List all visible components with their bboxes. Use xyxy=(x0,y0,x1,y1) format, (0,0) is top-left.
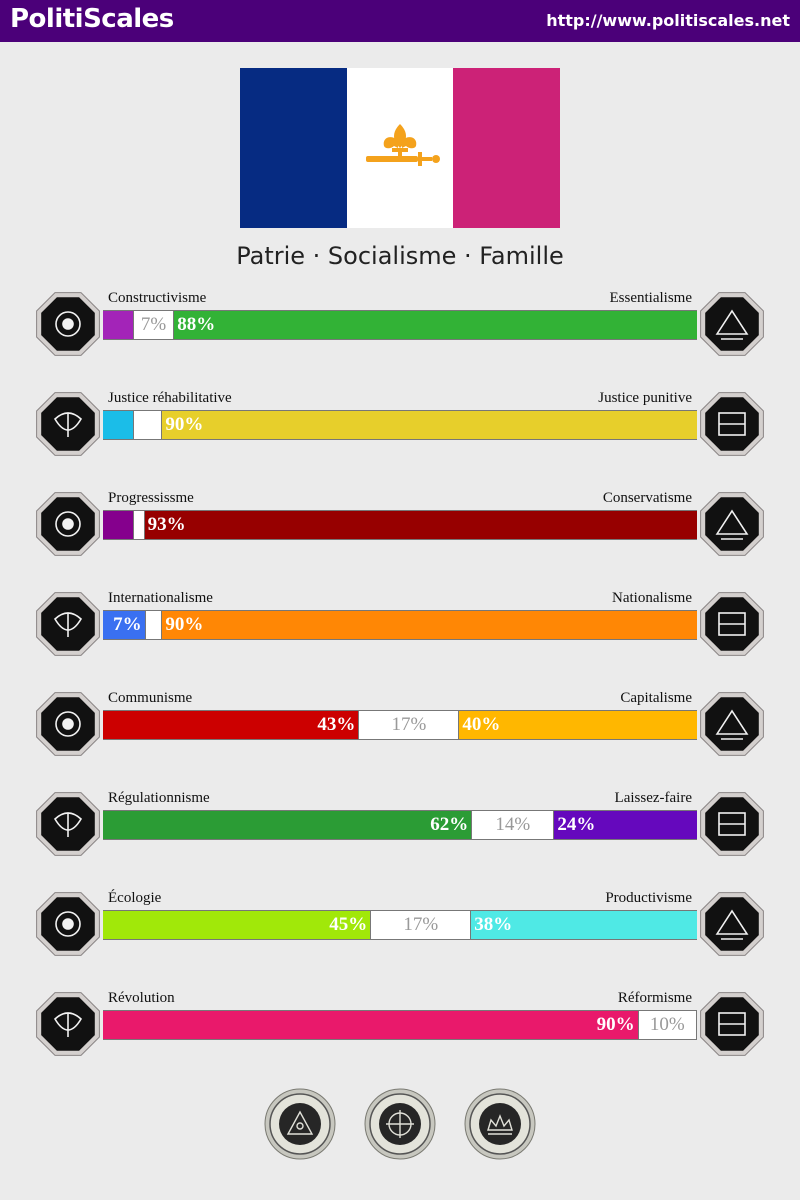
globe-icon xyxy=(33,589,103,659)
pyramid-eye-badge-icon xyxy=(264,1088,336,1160)
axis-right-label: Nationalisme xyxy=(612,590,692,606)
axis-row xyxy=(0,289,800,369)
axis-row xyxy=(0,589,800,669)
ideology-motto: Patrie · Socialisme · Famille xyxy=(236,242,564,270)
axis-right-label: Laissez-faire xyxy=(614,790,692,806)
right-score-segment: 93% xyxy=(145,511,697,539)
left-score-segment xyxy=(103,411,133,439)
axis-right-label: Essentialisme xyxy=(609,290,692,306)
right-score-segment: 38% xyxy=(471,911,697,939)
right-score-segment: 88% xyxy=(174,311,697,339)
right-score-segment: 40% xyxy=(459,711,697,739)
left-score-segment xyxy=(103,311,133,339)
badges-row xyxy=(0,1088,800,1162)
axis-row xyxy=(0,789,800,869)
axis-score-bar xyxy=(103,1010,697,1040)
axis-row xyxy=(0,689,800,769)
header-bar xyxy=(0,0,800,42)
rocket-icon xyxy=(33,489,103,559)
axis-left-label: Internationalisme xyxy=(108,590,213,606)
axis-left-label: Progressissme xyxy=(108,490,194,506)
fleur-de-lis-sword-icon xyxy=(240,68,560,228)
axis-left-label: Régulationnisme xyxy=(108,790,210,806)
left-score-segment: 62% xyxy=(103,811,471,839)
handshake-icon xyxy=(33,389,103,459)
axis-score-bar xyxy=(103,610,697,640)
axis-score-bar xyxy=(103,310,697,340)
ruler-compass-icon xyxy=(33,789,103,859)
money-bag-icon xyxy=(697,689,767,759)
neutral-score-segment xyxy=(133,511,145,539)
parliament-icon xyxy=(697,989,767,1059)
neutral-score-segment: 10% xyxy=(638,1011,697,1039)
eye-icon xyxy=(33,289,103,359)
site-url-link[interactable]: http://www.politiscales.net xyxy=(546,11,790,30)
left-score-segment: 43% xyxy=(103,711,358,739)
axis-right-label: Capitalisme xyxy=(620,690,692,706)
flag-icon xyxy=(697,589,767,659)
left-score-segment: 45% xyxy=(103,911,370,939)
prison-bars-icon xyxy=(697,389,767,459)
axis-score-bar xyxy=(103,910,697,940)
axis-score-bar xyxy=(103,810,697,840)
butterfly-icon xyxy=(697,789,767,859)
axis-score-bar xyxy=(103,410,697,440)
axis-row xyxy=(0,489,800,569)
axis-score-bar xyxy=(103,710,697,740)
axis-score-bar xyxy=(103,510,697,540)
axis-left-label: Justice réhabilitative xyxy=(108,390,232,406)
right-score-segment: 24% xyxy=(554,811,697,839)
ideology-flag xyxy=(240,68,560,228)
axis-right-label: Justice punitive xyxy=(598,390,692,406)
axis-right-label: Réformisme xyxy=(617,990,692,1006)
axis-right-label: Productivisme xyxy=(605,890,692,906)
axis-row xyxy=(0,889,800,969)
axis-row xyxy=(0,389,800,469)
left-score-segment: 7% xyxy=(103,611,145,639)
neutral-score-segment xyxy=(133,411,163,439)
axis-row xyxy=(0,989,800,1069)
neutral-score-segment: 7% xyxy=(133,311,175,339)
neutral-score-segment: 17% xyxy=(370,911,471,939)
axis-left-label: Communisme xyxy=(108,690,193,706)
compass-cross-badge-icon xyxy=(364,1088,436,1160)
left-score-segment: 90% xyxy=(103,1011,638,1039)
axis-right-label: Conservatisme xyxy=(602,490,692,506)
left-score-segment xyxy=(103,511,133,539)
right-score-segment: 90% xyxy=(162,411,697,439)
flower-icon xyxy=(697,289,767,359)
neutral-score-segment: 14% xyxy=(471,811,554,839)
fist-icon xyxy=(33,989,103,1059)
neutral-score-segment: 17% xyxy=(358,711,459,739)
axis-left-label: Révolution xyxy=(108,990,175,1006)
brand-title[interactable]: PolitiScales xyxy=(10,4,174,34)
crown-rays-badge-icon xyxy=(464,1088,536,1160)
axis-left-label: Constructivisme xyxy=(108,290,207,306)
gear-icon xyxy=(697,889,767,959)
axis-left-label: Écologie xyxy=(108,890,162,906)
hammer-sickle-icon xyxy=(33,689,103,759)
neutral-score-segment xyxy=(145,611,163,639)
plant-icon xyxy=(33,889,103,959)
quill-icon xyxy=(697,489,767,559)
right-score-segment: 90% xyxy=(162,611,697,639)
